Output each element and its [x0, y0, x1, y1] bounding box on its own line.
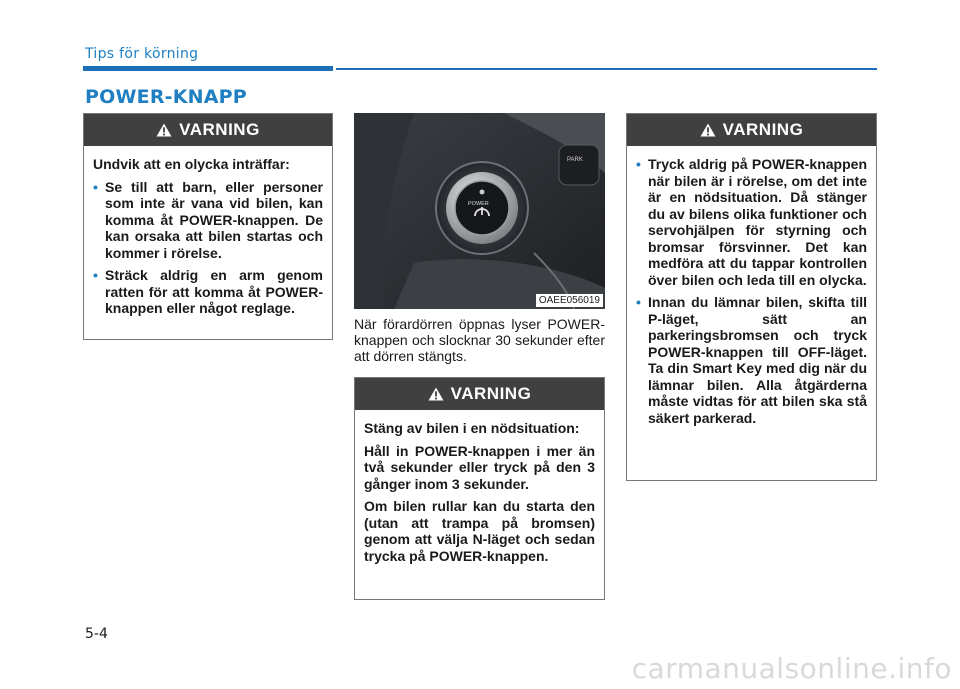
body-text: När förardörren öppnas lyser POWER-knappen och slocknar 30 sekunder efter att dörren stängts.	[354, 316, 605, 364]
warning-bullet: • Innan du lämnar bilen, skifta till P-läget, sätt an parkeringsbromsen och tryck POWER-knappen till OFF-läget. Ta din Smart Key med dig när du lämnar bilen. Alla åtgärderna måste vidtas för att bilen ska stå säkert parkerad.	[636, 294, 867, 426]
header-rule-thick	[83, 66, 333, 71]
warning-triangle-icon	[156, 123, 172, 137]
warning-body	[627, 146, 876, 440]
warning-triangle-icon	[428, 387, 444, 401]
watermark: carmanualsonline.info	[631, 652, 952, 685]
warning-paragraph: Stäng av bilen i en nödsituation:	[364, 420, 580, 436]
section-title: Tips för körning	[85, 46, 199, 62]
warning-header	[355, 378, 604, 410]
warning-paragraph: Håll in POWER-knappen i mer än två sekunder eller tryck på den 3 gånger inom 3 sekunder.	[364, 442, 595, 492]
bullet-icon: •	[636, 156, 641, 172]
warning-body	[355, 410, 604, 578]
page-number: 5-4	[85, 626, 108, 642]
bullet-icon: •	[636, 294, 641, 310]
warning-header	[627, 114, 876, 146]
warning-box-middle	[354, 377, 605, 600]
warning-title: VARNING	[450, 384, 532, 403]
header-rule-thin	[336, 68, 877, 70]
warning-bullet: • Se till att barn, eller personer som inte är vana vid bilen, kan komma åt POWER-knappen. De kan orsaka att bilen startas och kommer i rörelse.	[93, 178, 323, 261]
power-label: POWER	[468, 201, 489, 207]
warning-header	[84, 114, 332, 146]
page-heading: POWER-KNAPP	[85, 86, 247, 108]
photo-caption: OAEE056019	[536, 294, 603, 307]
warning-paragraph: Om bilen rullar kan du starta den (utan att trampa på bromsen) genom att välja N-läget och sedan trycka på POWER-knappen.	[364, 498, 595, 564]
warning-bullet: • Sträck aldrig en arm genom ratten för att komma åt POWER-knappen eller något reglage.	[93, 267, 323, 316]
dashboard-illustration	[354, 113, 605, 309]
park-label: PARK	[567, 157, 583, 163]
warning-intro: Undvik att en olycka inträffar:	[93, 156, 290, 172]
warning-title: VARNING	[179, 120, 260, 139]
warning-title: VARNING	[722, 120, 804, 139]
warning-triangle-icon	[700, 123, 716, 137]
bullet-icon: •	[93, 267, 98, 283]
warning-box-right	[626, 113, 877, 481]
bullet-icon: •	[93, 178, 98, 195]
warning-body	[84, 146, 332, 331]
warning-bullet: • Tryck aldrig på POWER-knappen när bilen är i rörelse, om det inte är en nödsituation. Då stänger du av bilens olika funktioner och servohjälpen för styrning och bromsar försvinner. Det kan medföra att du tappar kontrollen över bilen och leda till en olycka.	[636, 156, 867, 288]
power-button-photo	[354, 113, 605, 309]
warning-box-left	[83, 113, 333, 340]
